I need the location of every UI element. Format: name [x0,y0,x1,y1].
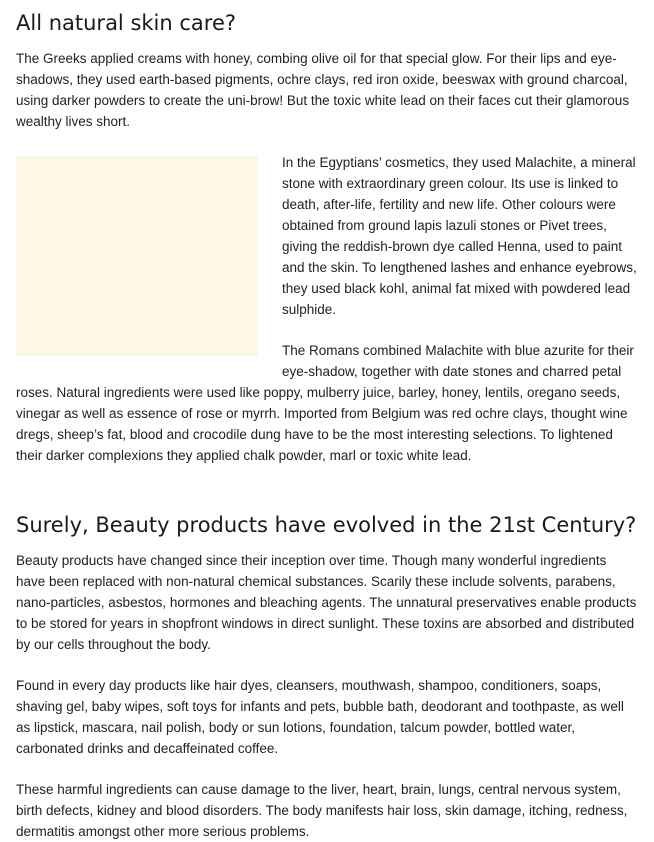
paragraph-egyptians: In the Egyptians’ cosmetics, they used Malachite, a mineral stone with extraordinary green colour. Its use is linked to death, after-life, fertility and new life. Other colours were obtained from ground lapis lazuli stones or Pivet trees, giving the reddish-brown dye called Henna, used to paint and the skin. To lengthened lashes and enhance eyebrows, they used black kohl, animal fat mixed with powdered lead sulphide. [282,155,637,317]
paragraph-greeks: The Greeks applied creams with honey, combing olive oil for that special glow. For their lips and eye-shadows, they used earth-based pigments, ochre clays, red iron oxide, beeswax with ground charcoal, using darker powders to create the uni-brow! But the toxic white lead on their faces cut their glamorous wealthy lives short. [16,51,630,129]
paragraph-modern-products: Beauty products have changed since their inception over time. Though many wonderful ingredients have been replaced with non-natural chemical substances. Scarily these include solvents, parabens, nano-particles, asbestos, hormones and bleaching agents. The unnatural preservatives enable products to be stored for years in shopfront windows in direct sunlight. These toxins are absorbed and distributed by our cells throughout the body. [16,553,637,652]
heading-natural-skin-care: All natural skin care? [16,11,237,35]
paragraph-harmful-effects: These harmful ingredients can cause damage to the liver, heart, brain, lungs, central nervous system, birth defects, kidney and blood disorders. The body manifests hair loss, skin damage, itching, redness, dermatitis amongst other more serious problems. [16,782,628,839]
paragraph-romans: The Romans combined Malachite with blue azurite for their eye-shadow, together with date stones and charred petal roses. Natural ingredients were used like poppy, mulberry juice, barley, honey, lentils, oregano seeds, vinegar as well as essence of rose or myrrh. Imported from Belgium was red ochre clays, thought wine dregs, sheep’s fat, blood and crocodile dung have to be the most interesting selections. To lightened their darker complexions they applied chalk powder, marl or toxic white lead. [16,343,634,463]
heading-beauty-products-21st-century: Surely, Beauty products have evolved in the 21st Century? [16,513,637,537]
article-image-placeholder [16,156,258,356]
article [16,0,638,842]
paragraph-everyday-products: Found in every day products like hair dyes, cleansers, mouthwash, shampoo, conditioners, soaps, shaving gel, baby wipes, soft toys for infants and pets, bubble bath, deodorant and toothpaste, as well as lipstick, mascara, nail polish, body or sun lotions, foundation, talcum powder, bottled water, carbonated drinks and decaffeinated coffee. [16,678,624,756]
